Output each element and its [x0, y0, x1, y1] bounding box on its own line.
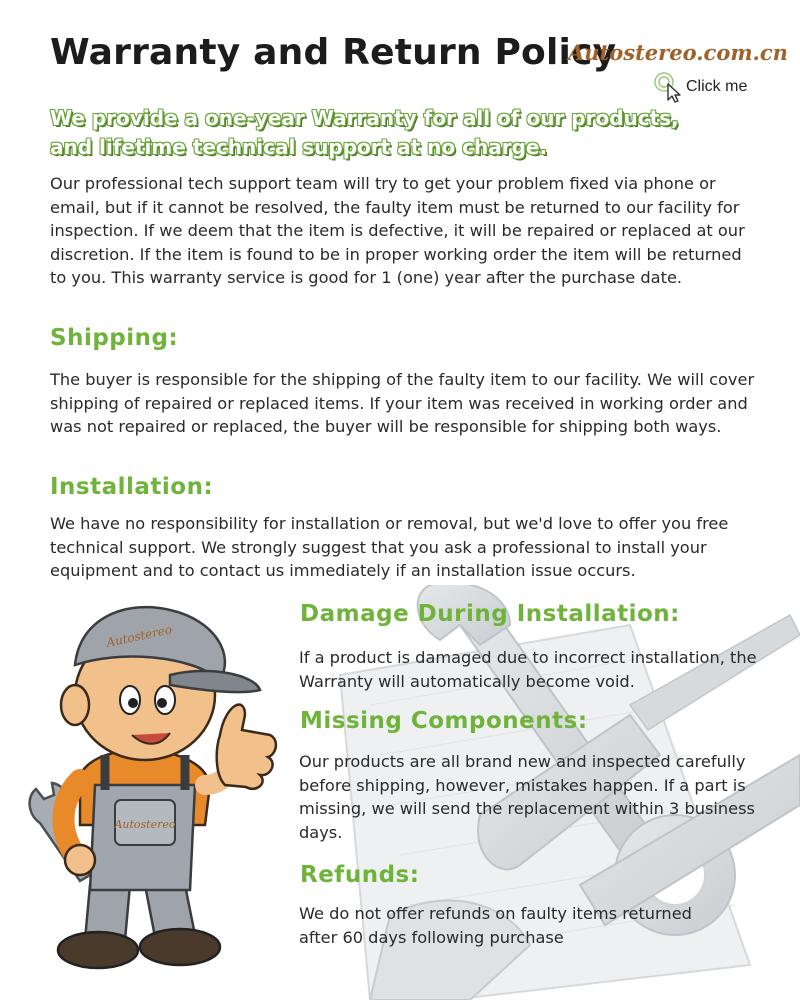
tagline-line-2: and lifetime technical support at no charge. — [50, 135, 548, 159]
click-cursor-icon — [650, 70, 690, 104]
shipping-paragraph: The buyer is responsible for the shipping of the faulty item to our facility. We will cover shipping of repaired or replaced items. If your item was received in working order and was not repaired or replaced, the buyer will be responsible for shipping both ways. — [50, 370, 755, 436]
refunds-heading: Refunds: — [300, 862, 420, 888]
installation-paragraph: We have no responsibility for installation or removal, but we'd love to offer you free technical support. We strongly suggest that you ask a professional to install your equipment and to contact us immediately if an installation issue occurs. — [50, 514, 729, 580]
page-title: Warranty and Return Policy — [50, 32, 617, 73]
warranty-paragraph: Our professional tech support team will try to get your problem fixed via phone or email, but if it cannot be resolved, the faulty item must be returned to our facility for inspection. If we deem that the item is defective, it will be repaired or replaced at our discretion. If the item is found to be in proper working order the item will be returned to you. This warranty service is good for 1 (one) year after the purchase date. — [50, 174, 745, 287]
installation-heading: Installation: — [50, 474, 214, 500]
mechanic-mascot-illustration — [20, 585, 310, 985]
warranty-tagline — [50, 104, 679, 162]
bib-brand-text: Autostereo — [114, 818, 176, 831]
shipping-heading: Shipping: — [50, 325, 179, 351]
damage-paragraph: If a product is damaged due to incorrect installation, the Warranty will automatically become void. — [299, 648, 757, 691]
click-me-link[interactable] — [650, 70, 760, 104]
brand-logo-link[interactable]: Autostereo.com.cn — [568, 40, 788, 65]
click-me-label: Click me — [686, 78, 748, 95]
damage-heading: Damage During Installation: — [300, 601, 680, 627]
refunds-paragraph: We do not offer refunds on faulty items returned after 60 days following purchase — [299, 904, 692, 947]
missing-components-paragraph: Our products are all brand new and inspected carefully before shipping, however, mistakes happen. If a part is missing, we will send the replacement within 3 business days. — [299, 752, 755, 842]
missing-components-heading: Missing Components: — [300, 708, 588, 734]
tagline-line-1: We provide a one-year Warranty for all of our products, — [50, 106, 679, 130]
cap-brand-text: Autostereo — [105, 622, 174, 650]
